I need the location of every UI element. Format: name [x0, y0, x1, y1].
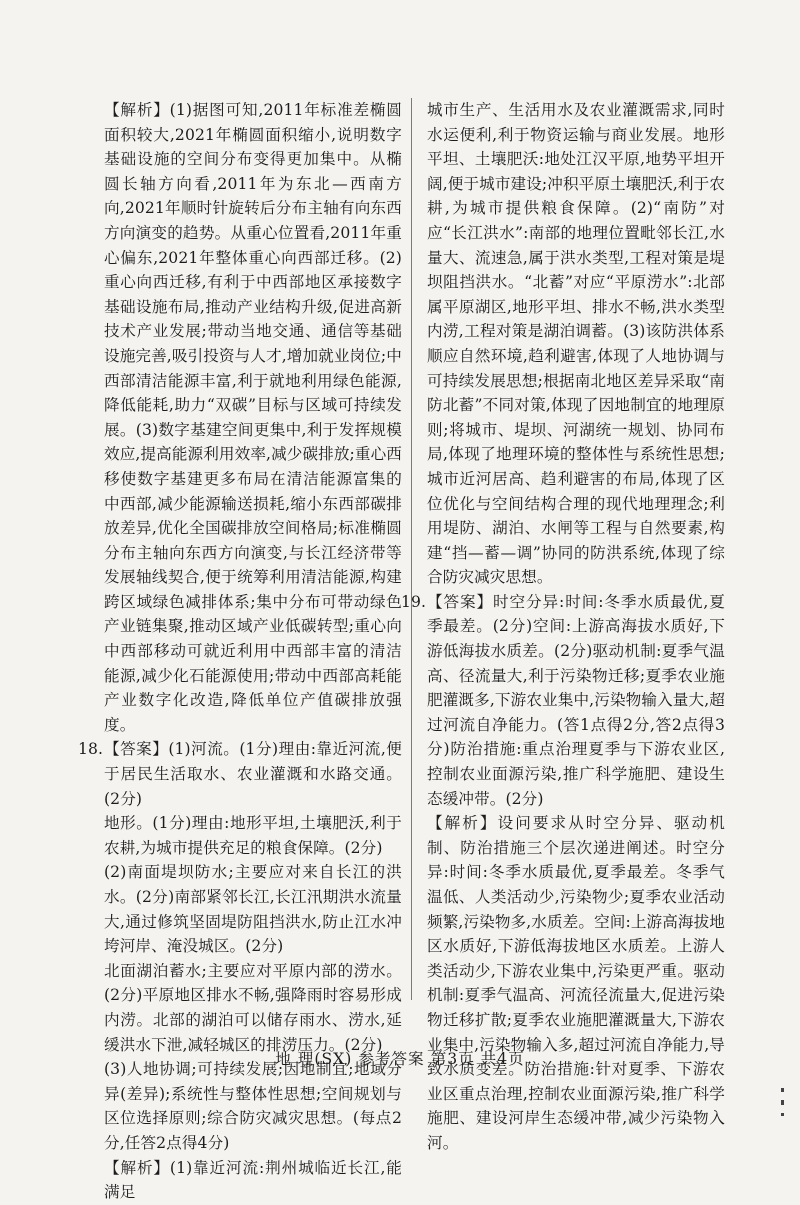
scan-mark [781, 1088, 784, 1092]
analysis-17: 【解析】(1)据图可知,2011年标准差椭圆面积较大,2021年椭圆面积缩小,说明数字基础设施的空间分布变得更加集中。从椭圆长轴方向看,2011年为东北—西南方向,2021年顺时针旋转后分布主轴有向东西方向演变的趋势。从重心位置看,2011年重心偏东,2021年整体重心向西部迁移。(2)重心向西迁移,有利于中西部地区承接数字基础设施布局,推动产业结构升级,促进高新技术产业发展;带动当地交通、通信等基础设施完善,吸引投资与人才,增加就业岗位;中西部清洁能源丰富,利于就地利用绿色能源,降低能耗,助力“双碳”目标与区域可持续发展。(3)数字基建空间更集中,利于发挥规模效应,提高能源利用效率,减少碳排放;重心西移使数字基建更多布局在清洁能源富集的中西部,减少能源输送损耗,缩小东西部碳排放差异,优化全国碳排放空间格局;标准椭圆分布主轴向东西方向演变,与长江经济带等发展轴线契合,便于统筹利用清洁能源,构建跨区域绿色减排体系;集中分布可带动绿色产业链集聚,推动区域产业低碳转型;重心向中西部移动可就近利用中西部丰富的清洁能源,减少化石能源使用;带动中西部高耗能产业数字化改造,降低单位产值碳排放强度。 [104, 101, 402, 734]
q18-answer-p4: 北面湖泊蓄水;主要应对平原内部的涝水。(2分)平原地区排水不畅,强降雨时容易形成内涝。北部的湖泊可以储存雨水、涝水,延缓洪水下泄,减轻城区的排涝压力。(2分) [104, 961, 402, 1054]
column-divider [411, 98, 412, 1000]
q18-answer-p5: (3)人地协调;可持续发展;因地制宜;地域分异(差异);系统性与整体性思想;空间规划与区位选择原则;综合防灾减灾思想。(每点2分,任答2点得4分) [104, 1060, 402, 1152]
question-19-block [401, 590, 725, 811]
right-column [401, 98, 725, 1156]
q19-analysis: 【解析】设问要求从时空分异、驱动机制、防治措施三个层次递进阐述。时空分异:时间:冬季水质最优,夏季最差。冬季气温低、人类活动少,污染物少;夏季农业活动频繁,污染物多,水质差。空间:上游高海拔地区水质好,下游低海拔地区水质差。上游人类活动少,下游农业集中,污染更严重。驱动机制:夏季气温高、河流径流量大,促进污染物迁移扩散;夏季农业施肥灌溉量大,下游农业集中,污染物输入多,超过河流自净能力,导致水质变差。防治措施:针对夏季、下游农业区重点治理,控制农业面源污染,推广科学施肥、建设河岸生态缓冲带,减少污染物入河。 [427, 814, 725, 1152]
scan-mark [781, 1100, 784, 1105]
q18-answer-p1: 【答案】(1)河流。(1分)理由:靠近河流,便于居民生活取水、农业灌溉和水路交通。(2分) [104, 740, 402, 808]
q18-answer-p3: (2)南面堤坝防水;主要应对来自长江的洪水。(2分)南部紧邻长江,长江汛期洪水流量大,通过修筑坚固堤防阻挡洪水,防止江水冲垮河岸、淹没城区。(2分) [104, 863, 402, 956]
question-19-number: 19. [401, 592, 427, 611]
question-18-number: 18. [78, 740, 104, 759]
left-column [78, 98, 402, 1205]
q18-analysis-start: 【解析】(1)靠近河流:荆州城临近长江,能满足 [104, 1158, 402, 1202]
q19-answer: 【答案】时空分异:时间:冬季水质最优,夏季最差。(2分)空间:上游高海拔水质好,下游低海拔水质差。(2分)驱动机制:夏季气温高、径流量大,利于污染物迁移;夏季农业施肥灌溉多,下游农业集中,污染物输入量大,超过河流自净能力。(答1点得2分,答2点得3分)防治措施:重点治理夏季与下游农业区,控制农业面源污染,推广科学施肥、建设生态缓冲带。(2分) [427, 592, 725, 808]
scan-mark [781, 1113, 784, 1116]
question-18-block [78, 737, 402, 811]
q18-answer-p2: 地形。(1分)理由:地形平坦,土壤肥沃,利于农耕,为城市提供充足的粮食保障。(2分) [104, 814, 402, 857]
q18-analysis-continued: 城市生产、生活用水及农业灌溉需求,同时水运便利,利于物资运输与商业发展。地形平坦、土壤肥沃:地处江汉平原,地势平坦开阔,便于城市建设;冲积平原土壤肥沃,利于农耕,为城市提供粮食保障。(2)“南防”对应“长江洪水”:南部的地理位置毗邻长江,水量大、流速急,属于洪水类型,工程对策是堤坝阻挡洪水。“北蓄”对应“平原涝水”:北部属平原湖区,地形平坦、排水不畅,洪水类型内涝,工程对策是湖泊调蓄。(3)该防洪体系顺应自然环境,趋利避害,体现了人地协调与可持续发展思想;根据南北地区差异采取“南防北蓄”不同对策,体现了因地制宜的地理原则;将城市、堤坝、河湖统一规划、协同布局,体现了地理环境的整体性与系统性思想;城市近河居高、趋利避害的布局,体现了区位优化与空间结构合理的现代地理理念;利用堤防、湖泊、水闸等工程与自然要素,构建“挡—蓄—调”协同的防洪系统,体现了综合防灾减灾思想。 [427, 101, 725, 587]
page-footer: 地 理(SX) 参考答案 第3页 共4页 [275, 1050, 525, 1068]
